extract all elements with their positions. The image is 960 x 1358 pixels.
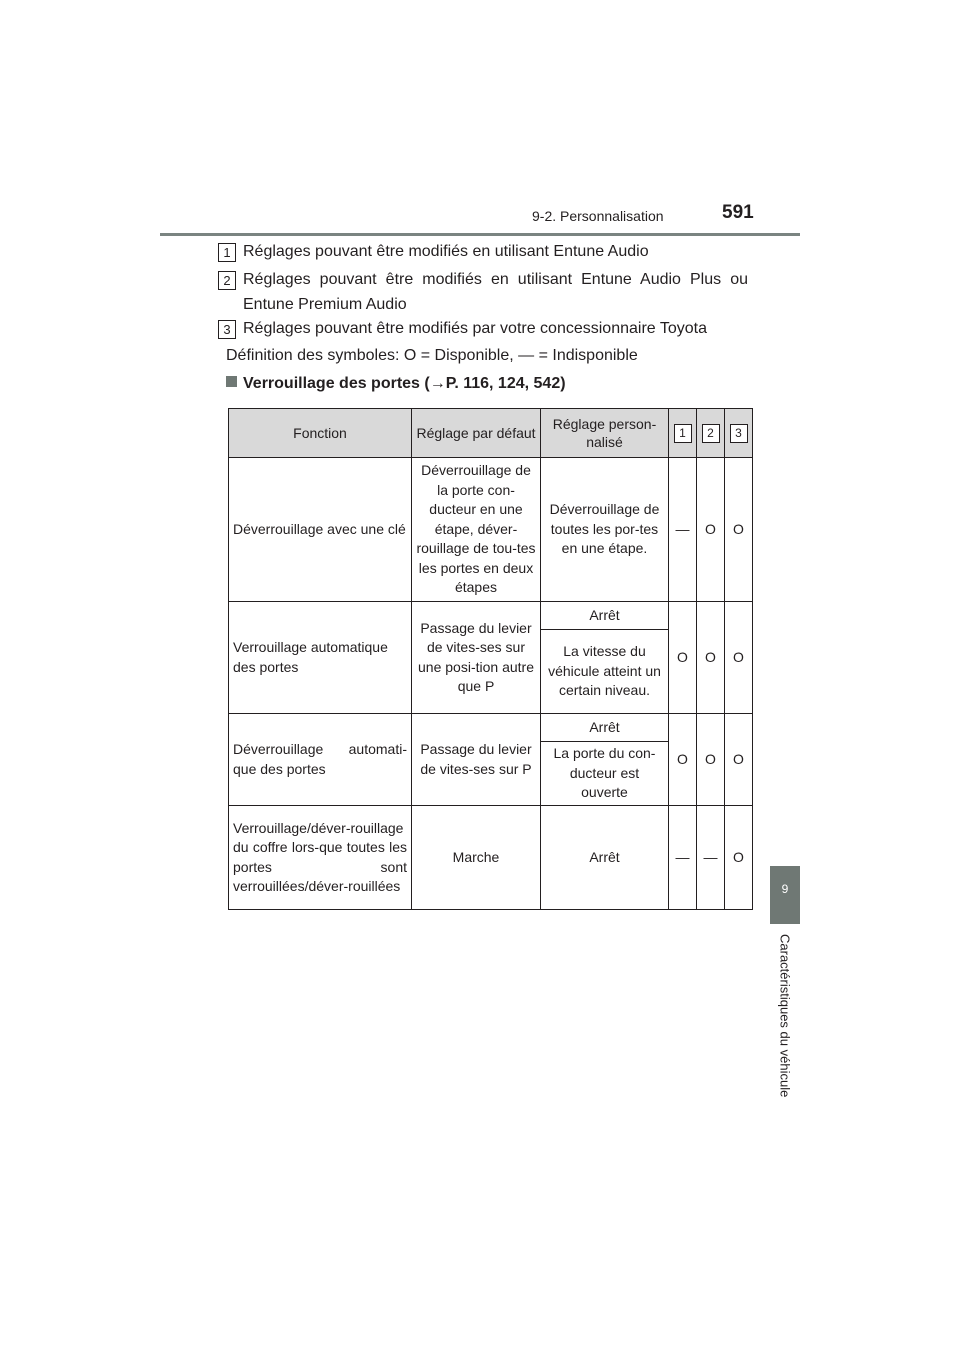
- row4-c1: —: [669, 806, 697, 910]
- row4-c2: —: [697, 806, 725, 910]
- chapter-title-vertical: [775, 934, 795, 1124]
- symbol-definition: Définition des symboles: O = Disponible, — = Indisponible: [226, 347, 638, 364]
- row2-perso-b: La vitesse du véhicule atteint un certain niveau.: [541, 630, 669, 714]
- row3-fonction: Déverrouillage automati-que des portes: [229, 714, 412, 806]
- table-row: [229, 806, 753, 910]
- chapter-title: Caractéristiques du véhicule: [777, 934, 793, 1098]
- note-3-text: Réglages pouvant être modifiés par votre concessionnaire Toyota: [243, 320, 707, 337]
- row4-defaut: Marche: [412, 806, 541, 910]
- row4-fonction: Verrouillage/déver-rouillage du coffre lors-que toutes les portes sont verrouillées/déver-rouillées: [229, 806, 412, 910]
- row1-fonction: Déverrouillage avec une clé: [229, 458, 412, 602]
- row4-perso: Arrêt: [541, 806, 669, 910]
- section-title-text: Verrouillage des portes (→P. 116, 124, 542): [243, 375, 566, 392]
- page-number: 591: [722, 202, 754, 223]
- row1-c3: O: [725, 458, 753, 602]
- row3-perso-a: Arrêt: [541, 714, 669, 742]
- row4-c3: O: [725, 806, 753, 910]
- row1-perso: Déverrouillage de toutes les por-tes en une étape.: [541, 458, 669, 602]
- row2-c3: O: [725, 602, 753, 714]
- col-1-marker: 1: [674, 424, 692, 443]
- row1-c1: —: [669, 458, 697, 602]
- section-header: 9-2. Personnalisation: [532, 208, 664, 224]
- header-rule: [160, 233, 800, 236]
- table-row: [229, 714, 753, 742]
- header-fonction: Fonction: [229, 409, 412, 458]
- row2-perso-a: Arrêt: [541, 602, 669, 630]
- row3-c3: O: [725, 714, 753, 806]
- row2-defaut: Passage du levier de vites-ses sur une posi-tion autre que P: [412, 602, 541, 714]
- note-2-text: Réglages pouvant être modifiés en utilisant Entune Audio Plus ou Entune Premium Audio: [243, 271, 748, 313]
- header-defaut: Réglage par défaut: [412, 409, 541, 458]
- note-3-marker: 3: [218, 320, 236, 339]
- row3-c1: O: [669, 714, 697, 806]
- note-1-marker: 1: [218, 243, 236, 262]
- table-row: [229, 602, 753, 630]
- square-bullet-icon: [226, 376, 237, 387]
- header-col-2: [697, 409, 725, 458]
- col-3-marker: 3: [730, 424, 748, 443]
- row2-c2: O: [697, 602, 725, 714]
- header-col-3: [725, 409, 753, 458]
- section-title: [226, 375, 566, 393]
- row2-c1: O: [669, 602, 697, 714]
- col-2-marker: 2: [702, 424, 720, 443]
- chapter-tab: [770, 866, 800, 924]
- row1-c2: O: [697, 458, 725, 602]
- row3-defaut: Passage du levier de vites-ses sur P: [412, 714, 541, 806]
- note-1-text: Réglages pouvant être modifiés en utilisant Entune Audio: [243, 243, 649, 260]
- table-row: [229, 458, 753, 602]
- row1-defaut: Déverrouillage de la porte con-ducteur en une étape, déver-rouillage de tou-tes les portes en deux étapes: [412, 458, 541, 602]
- row2-fonction: Verrouillage automatique des portes: [229, 602, 412, 714]
- row3-c2: O: [697, 714, 725, 806]
- header-col-1: [669, 409, 697, 458]
- header-perso: Réglage person-nalisé: [541, 409, 669, 458]
- note-2-marker: 2: [218, 271, 236, 290]
- settings-table: [228, 408, 753, 910]
- chapter-tab-number: 9: [781, 882, 789, 896]
- table-header-row: [229, 409, 753, 458]
- row3-perso-b: La porte du con-ducteur est ouverte: [541, 742, 669, 806]
